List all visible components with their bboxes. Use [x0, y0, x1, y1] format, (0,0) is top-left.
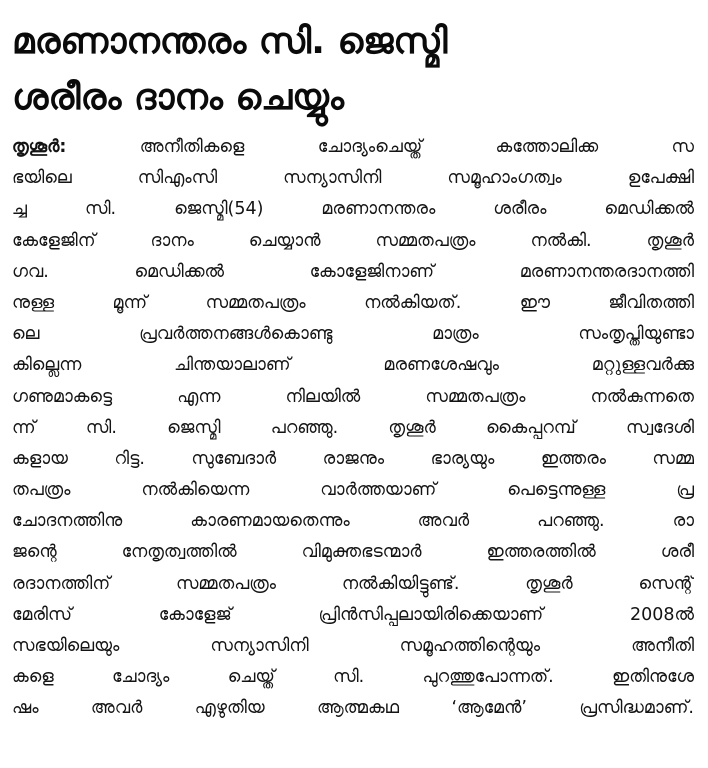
article-line-17: സഭയിലെയും സന്യാസിനി സമൂഹത്തിന്റെയും അനീതി: [12, 636, 694, 656]
headline: [12, 14, 694, 126]
article-line-16: മേരിസ് കോളേജ് പ്രിൻസിപ്പലായിരിക്കെയാണ് 2008ൽ: [12, 604, 694, 625]
article-line-11: കളായ റിട്ട. സുബേദാർ രാജനും ഭാര്യയും ഇത്തരം സമ്മ: [12, 448, 694, 469]
article-line-6: നുള്ള മൂന്ന് സമ്മതപത്രം നൽകിയത്. ഈ ജീവിതത്തി: [12, 292, 694, 313]
article-line-15: രദാനത്തിന് സമ്മതപത്രം നൽകിയിട്ടുണ്ട്. തൃശൂർ സെന്റ്: [12, 573, 694, 594]
headline-line-2: ശരീരം ദാനം ചെയ്യും: [12, 77, 344, 118]
article-line-14: ജന്റെ നേതൃത്വത്തിൽ വിമുക്തഭടന്മാർ ഇത്തരത്തിൽ ശരീ: [12, 542, 694, 563]
article-line-2: ഭയിലെ സിഎംസി സന്യാസിനി സമൂഹാംഗത്വം ഉപേക്ഷി: [12, 168, 694, 189]
article-line-19: ഷം അവർ എഴുതിയ ആത്മകഥ ‘ആമേൻ’ പ്രസിദ്ധമാണ്.: [12, 698, 694, 719]
article-body: [12, 132, 694, 725]
dateline: തൃശൂർ:: [12, 137, 67, 157]
article-line-5: ഗവ. മെഡിക്കൽ കോളേജിനാണ് മരണാനന്തരദാനത്തി: [12, 261, 694, 282]
article-line-12: തപത്രം നൽകിയെന്ന വാർത്തയാണ് പെട്ടെന്നുള്ള പ്ര: [12, 480, 694, 501]
article-line-13: ചോദനത്തിനു കാരണമായതെന്നും അവർ പറഞ്ഞു. രാ: [12, 511, 694, 532]
article-line-10: ന്ന് സി. ജെസ്മി പറഞ്ഞു. തൃശൂർ കൈപ്പറമ്പ് സ്വദേശി: [12, 417, 694, 438]
article-line-9: ഗണുമാകട്ടെ എന്ന നിലയിൽ സമ്മതപത്രം നൽകുന്നതെ: [12, 386, 694, 407]
article-line-7: ലെ പ്രവർത്തനങ്ങൾകൊണ്ടു മാത്രം സംതൃപ്തിയുണ്ടാ: [12, 324, 694, 345]
article-line-1: [12, 132, 694, 163]
article-line-8: കില്ലെന്ന ചിന്തയാലാണ് മരണശേഷവും മറ്റുള്ളവർക്കു: [12, 355, 694, 376]
article-line-18: കളെ ചോദ്യം ചെയ്ത് സി. പുറത്തുപോന്നത്. ഇതിനുശേ: [12, 667, 694, 688]
article-line-1-text: അനീതികളെ ചോദ്യംചെയ്ത് കത്തോലിക്ക സ: [66, 137, 694, 157]
headline-line-1: മരണാനന്തരം സി. ജെസ്മി: [12, 21, 448, 62]
article-line-3: ച്ച സി. ജെസ്മി(54) മരണാനന്തരം ശരീരം മെഡിക്കൽ: [12, 199, 694, 220]
article-line-4: കേളേജിന് ദാനം ചെയ്യാൻ സമ്മതപത്രം നൽകി. തൃശൂർ: [12, 230, 694, 251]
